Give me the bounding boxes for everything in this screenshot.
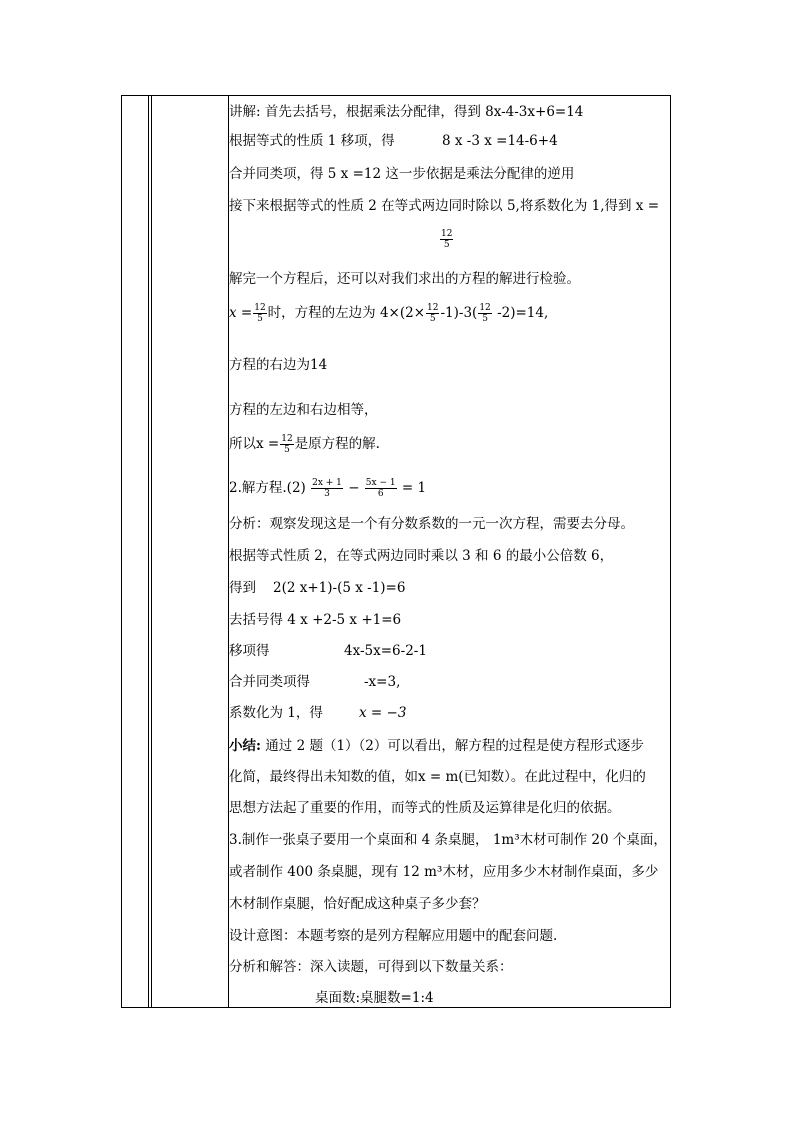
problem-3-line-2: 或者制作 400 条桌腿，现有 12 m³木材，应用多少木材制作桌面，多少 xyxy=(229,864,659,880)
analysis-line: 分析：观察发现这是一个有分数系数的一元一次方程，需要去分母。 xyxy=(229,516,634,532)
column-divider-1 xyxy=(148,96,149,1007)
ratio-line: 桌面数:桌腿数=1:4 xyxy=(315,990,434,1006)
solution-fraction: $\frac{12}{5}$ xyxy=(441,229,453,250)
divide-line: 接下来根据等式的性质 2 在等式两边同时除以 5,将系数化为 1,得到 x = xyxy=(229,198,660,214)
multiply-result-line: 得到 2(2 x+1)-(5 x -1)=6 xyxy=(229,580,406,596)
check-right-line: 方程的右边为14 xyxy=(229,357,328,373)
expand-line: 去括号得 4 x +2-5 x +1=6 xyxy=(229,612,402,628)
problem-3-line-1: 3.制作一张桌子要用一个桌面和 4 条桌腿， 1m³木材可制作 20 个桌面， xyxy=(229,832,667,848)
move-terms-line: 移项得 4x-5x=6-2-1 xyxy=(229,643,427,659)
summary-line-1: 小结: 通过 2 题（1）（2）可以看出，解方程的过程是使方程形式逐步 xyxy=(229,738,644,754)
check-equal-line: 方程的左边和右边相等， xyxy=(229,402,378,418)
summary-line-3: 思想方法起了重要的作用，而等式的性质及运算律是化归的依据。 xyxy=(229,800,621,816)
design-intent-line: 设计意图：本题考察的是列方程解应用题中的配套问题. xyxy=(229,928,558,944)
transpose-equation: 8 x -3 x =14-6+4 xyxy=(442,133,558,149)
combine-terms-line: 合并同类项得 -x=3, xyxy=(229,674,401,690)
coefficient-line: 系数化为 1，得 x = −3 xyxy=(229,705,407,721)
summary-line-2: 化简，最终得出未知数的值，如x = m(已知数）。在此过程中，化归的 xyxy=(229,769,646,785)
explanation-line: 讲解: 首先去括号，根据乘法分配律，得到 8x-4-3x+6=14 xyxy=(229,104,584,120)
problem-2-line: 2.解方程.(2) $\frac{2x + 1}{3}$ − $\frac{5x - 1}{6}$ = 1 xyxy=(229,478,427,499)
check-intro-line: 解完一个方程后，还可以对我们求出的方程的解进行检验。 xyxy=(229,271,580,287)
property-line: 根据等式性质 2，在等式两边同时乘以 3 和 6 的最小公倍数 6， xyxy=(229,548,614,564)
transpose-label: 根据等式的性质 1 移项，得 xyxy=(229,133,395,149)
conclusion-line: 所以x = $\frac{12}{5}$ 是原方程的解. xyxy=(229,434,380,455)
combine-line: 合并同类项，得 5 x =12 这一步依据是乘法分配律的逆用 xyxy=(229,166,575,182)
analysis-answer-line: 分析和解答：深入读题，可得到以下数量关系： xyxy=(229,959,513,975)
problem-3-line-3: 木材制作桌腿，恰好配成这种桌子多少套？ xyxy=(229,896,486,912)
column-divider-2 xyxy=(151,96,152,1007)
transpose-line xyxy=(229,132,558,150)
check-left-line: x = $\frac{12}{5}$ 时，方程的左边为 4×(2× $\frac{12}{5}$ -1)-3( $\frac{12}{5}$ -2)=14, xyxy=(229,303,549,324)
